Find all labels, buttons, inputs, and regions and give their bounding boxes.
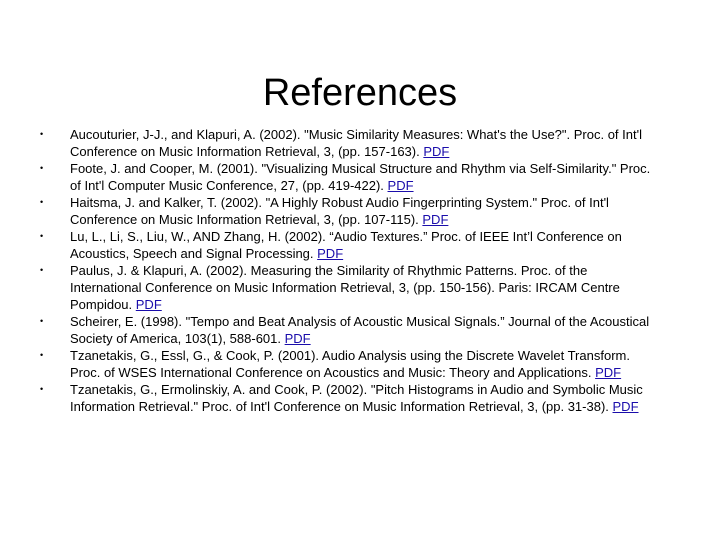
bullet-icon: • — [40, 197, 44, 207]
reference-text: Scheirer, E. (1998). "Tempo and Beat Analysis of Acoustic Musical Signals.” Journal of the Acoustical Society of America, 103(1), 588-601. — [70, 314, 650, 346]
pdf-link[interactable]: PDF — [284, 331, 311, 346]
pdf-link[interactable]: PDF — [595, 365, 622, 380]
reference-text: Lu, L., Li, S., Liu, W., AND Zhang, H. (2002). “Audio Textures.” Proc. of IEEE Int’l Conference on Acoustics, Speech and Signal Processing. — [70, 229, 622, 261]
pdf-link[interactable]: PDF — [387, 178, 414, 193]
pdf-link[interactable]: PDF — [135, 297, 162, 312]
reference-item — [40, 160, 660, 194]
reference-text: Haitsma, J. and Kalker, T. (2002). "A Highly Robust Audio Fingerprinting System." Proc. of Int'l Conference on Music Information Retrieval, 3, (pp. 107-115). — [70, 195, 609, 227]
bullet-icon: • — [40, 350, 44, 360]
reference-item — [40, 313, 660, 347]
bullet-icon: • — [40, 265, 44, 275]
bullet-icon: • — [40, 231, 44, 241]
bullet-icon: • — [40, 163, 44, 173]
pdf-link[interactable]: PDF — [317, 246, 344, 261]
reference-text: Foote, J. and Cooper, M. (2001). "Visualizing Musical Structure and Rhythm via Self-Similarity." Proc. of Int'l Computer Music Conference, 27, (pp. 419-422). — [70, 161, 651, 193]
bullet-icon: • — [40, 384, 44, 394]
reference-list — [40, 126, 660, 415]
reference-item — [40, 194, 660, 228]
reference-item — [40, 262, 660, 313]
reference-text: Tzanetakis, G., Essl, G., & Cook, P. (2001). Audio Analysis using the Discrete Wavelet Transform. Proc. of WSES International Conference on Acoustics and Music: Theory and Applications. — [70, 348, 630, 380]
reference-item — [40, 228, 660, 262]
slide-title: References — [262, 72, 458, 115]
reference-item — [40, 381, 660, 415]
reference-text: Tzanetakis, G., Ermolinskiy, A. and Cook, P. (2002). "Pitch Histograms in Audio and Symbolic Music Information Retrieval." Proc. of Int'l Conference on Music Information Retrieval, 3, (pp. 31-38). — [70, 382, 643, 414]
reference-text: Paulus, J. & Klapuri, A. (2002). Measuring the Similarity of Rhythmic Patterns. Proc. of the International Conference on Music Information Retrieval, 3, (pp. 150-156). Paris: IRCAM Centre Pompidou. — [70, 263, 620, 312]
pdf-link[interactable]: PDF — [612, 399, 639, 414]
reference-item — [40, 347, 660, 381]
bullet-icon: • — [40, 316, 44, 326]
pdf-link[interactable]: PDF — [422, 212, 449, 227]
bullet-icon: • — [40, 129, 44, 139]
reference-text: Aucouturier, J-J., and Klapuri, A. (2002). "Music Similarity Measures: What's the Use?". Proc. of Int'l Conference on Music Information Retrieval, 3, (pp. 157-163). — [70, 127, 642, 159]
pdf-link[interactable]: PDF — [423, 144, 450, 159]
reference-item — [40, 126, 660, 160]
